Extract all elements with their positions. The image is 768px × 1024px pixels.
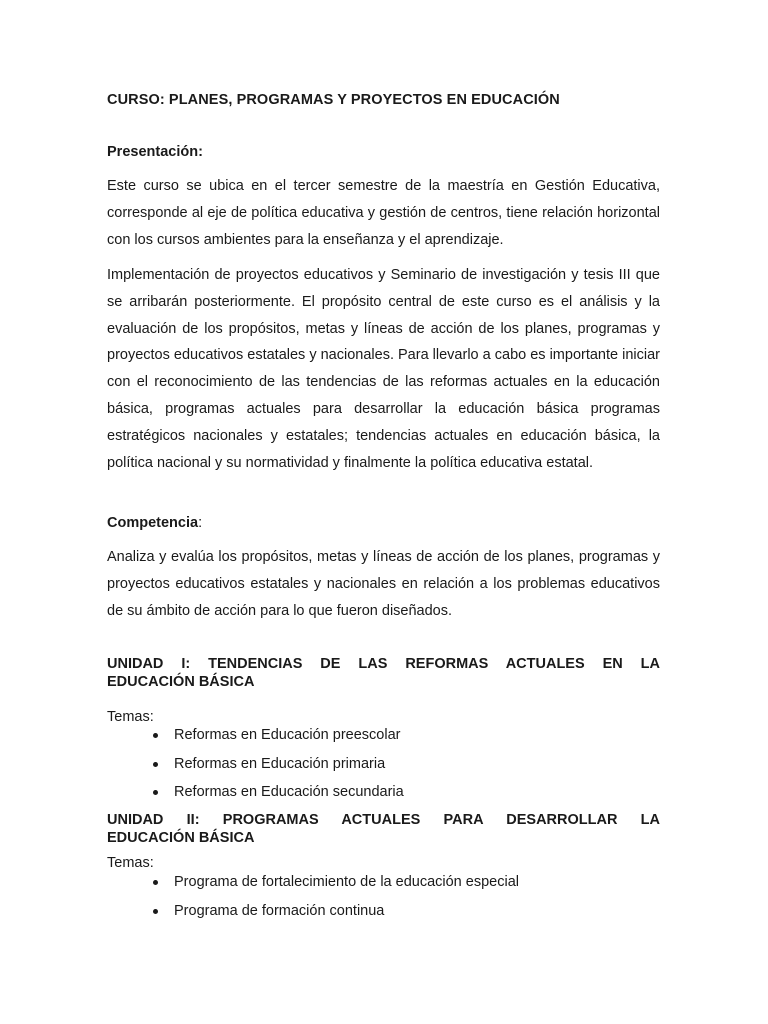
bullet-icon bbox=[153, 762, 158, 767]
unidad-1-title-line-1: UNIDAD I: TENDENCIAS DE LAS REFORMAS ACTUALES EN LA bbox=[107, 656, 660, 672]
list-item-label: Programa de formación continua bbox=[174, 902, 385, 919]
unidad-2-title bbox=[107, 811, 660, 847]
list-item bbox=[150, 783, 404, 812]
unidad-1-title bbox=[107, 655, 660, 691]
presentacion-heading: Presentación: bbox=[107, 144, 203, 160]
bullet-icon bbox=[153, 790, 158, 795]
unidad-2-temas-label: Temas: bbox=[107, 855, 154, 871]
list-item bbox=[150, 726, 404, 755]
competencia-heading-line bbox=[107, 515, 202, 531]
presentacion-paragraph-2: Implementación de proyectos educativos y Seminario de investigación y tesis III que se arribarán posteriormente. El propósito central de este curso es el análisis y la evaluación de los propósitos, metas y líneas de acción de los planes, programas y proyectos educativos estatales y nacionales. Para llevarlo a cabo es importante iniciar con el reconocimiento de las tendencias de las reformas actuales en la educación básica, programas actuales para desarrollar la educación básica programas estratégicos nacionales y estatales; tendencias actuales en educación básica, la política nacional y su normatividad y finalmente la política educativa estatal. bbox=[107, 267, 660, 471]
bullet-icon bbox=[153, 880, 158, 885]
course-title: CURSO: PLANES, PROGRAMAS Y PROYECTOS EN EDUCACIÓN bbox=[107, 92, 560, 108]
list-item-label: Reformas en Educación preescolar bbox=[174, 727, 401, 743]
bullet-icon bbox=[153, 733, 158, 738]
unidad-1-temas-list bbox=[150, 726, 404, 812]
unidad-1-temas-label: Temas: bbox=[107, 709, 154, 725]
list-item-label: Reformas en Educación primaria bbox=[174, 755, 386, 772]
unidad-1-title-line-2: EDUCACIÓN BÁSICA bbox=[107, 674, 255, 690]
competencia-colon: : bbox=[198, 515, 203, 531]
list-item-label: Programa de fortalecimiento de la educación especial bbox=[174, 874, 519, 890]
bullet-icon bbox=[153, 909, 158, 914]
unidad-2-temas-list bbox=[150, 873, 519, 930]
competencia-paragraph: Analiza y evalúa los propósitos, metas y líneas de acción de los planes, programas y proyectos educativos estatales y nacionales en relación a los problemas educativos de su ámbito de acción para lo que fueron diseñados. bbox=[107, 549, 660, 619]
list-item-label: Reformas en Educación secundaria bbox=[174, 784, 404, 800]
presentacion-paragraph-1: Este curso se ubica en el tercer semestre de la maestría en Gestión Educativa, corresponde al eje de política educativa y gestión de centros, tiene relación horizontal con los cursos ambientes para la enseñanza y el aprendizaje. bbox=[107, 178, 660, 248]
list-item bbox=[150, 873, 519, 902]
list-item bbox=[150, 755, 404, 784]
competencia-heading: Competencia bbox=[107, 515, 199, 531]
unidad-2-title-line-2: EDUCACIÓN BÁSICA bbox=[107, 830, 255, 846]
unidad-2-title-line-1: UNIDAD II: PROGRAMAS ACTUALES PARA DESARROLLAR LA bbox=[107, 812, 660, 828]
list-item bbox=[150, 902, 519, 931]
